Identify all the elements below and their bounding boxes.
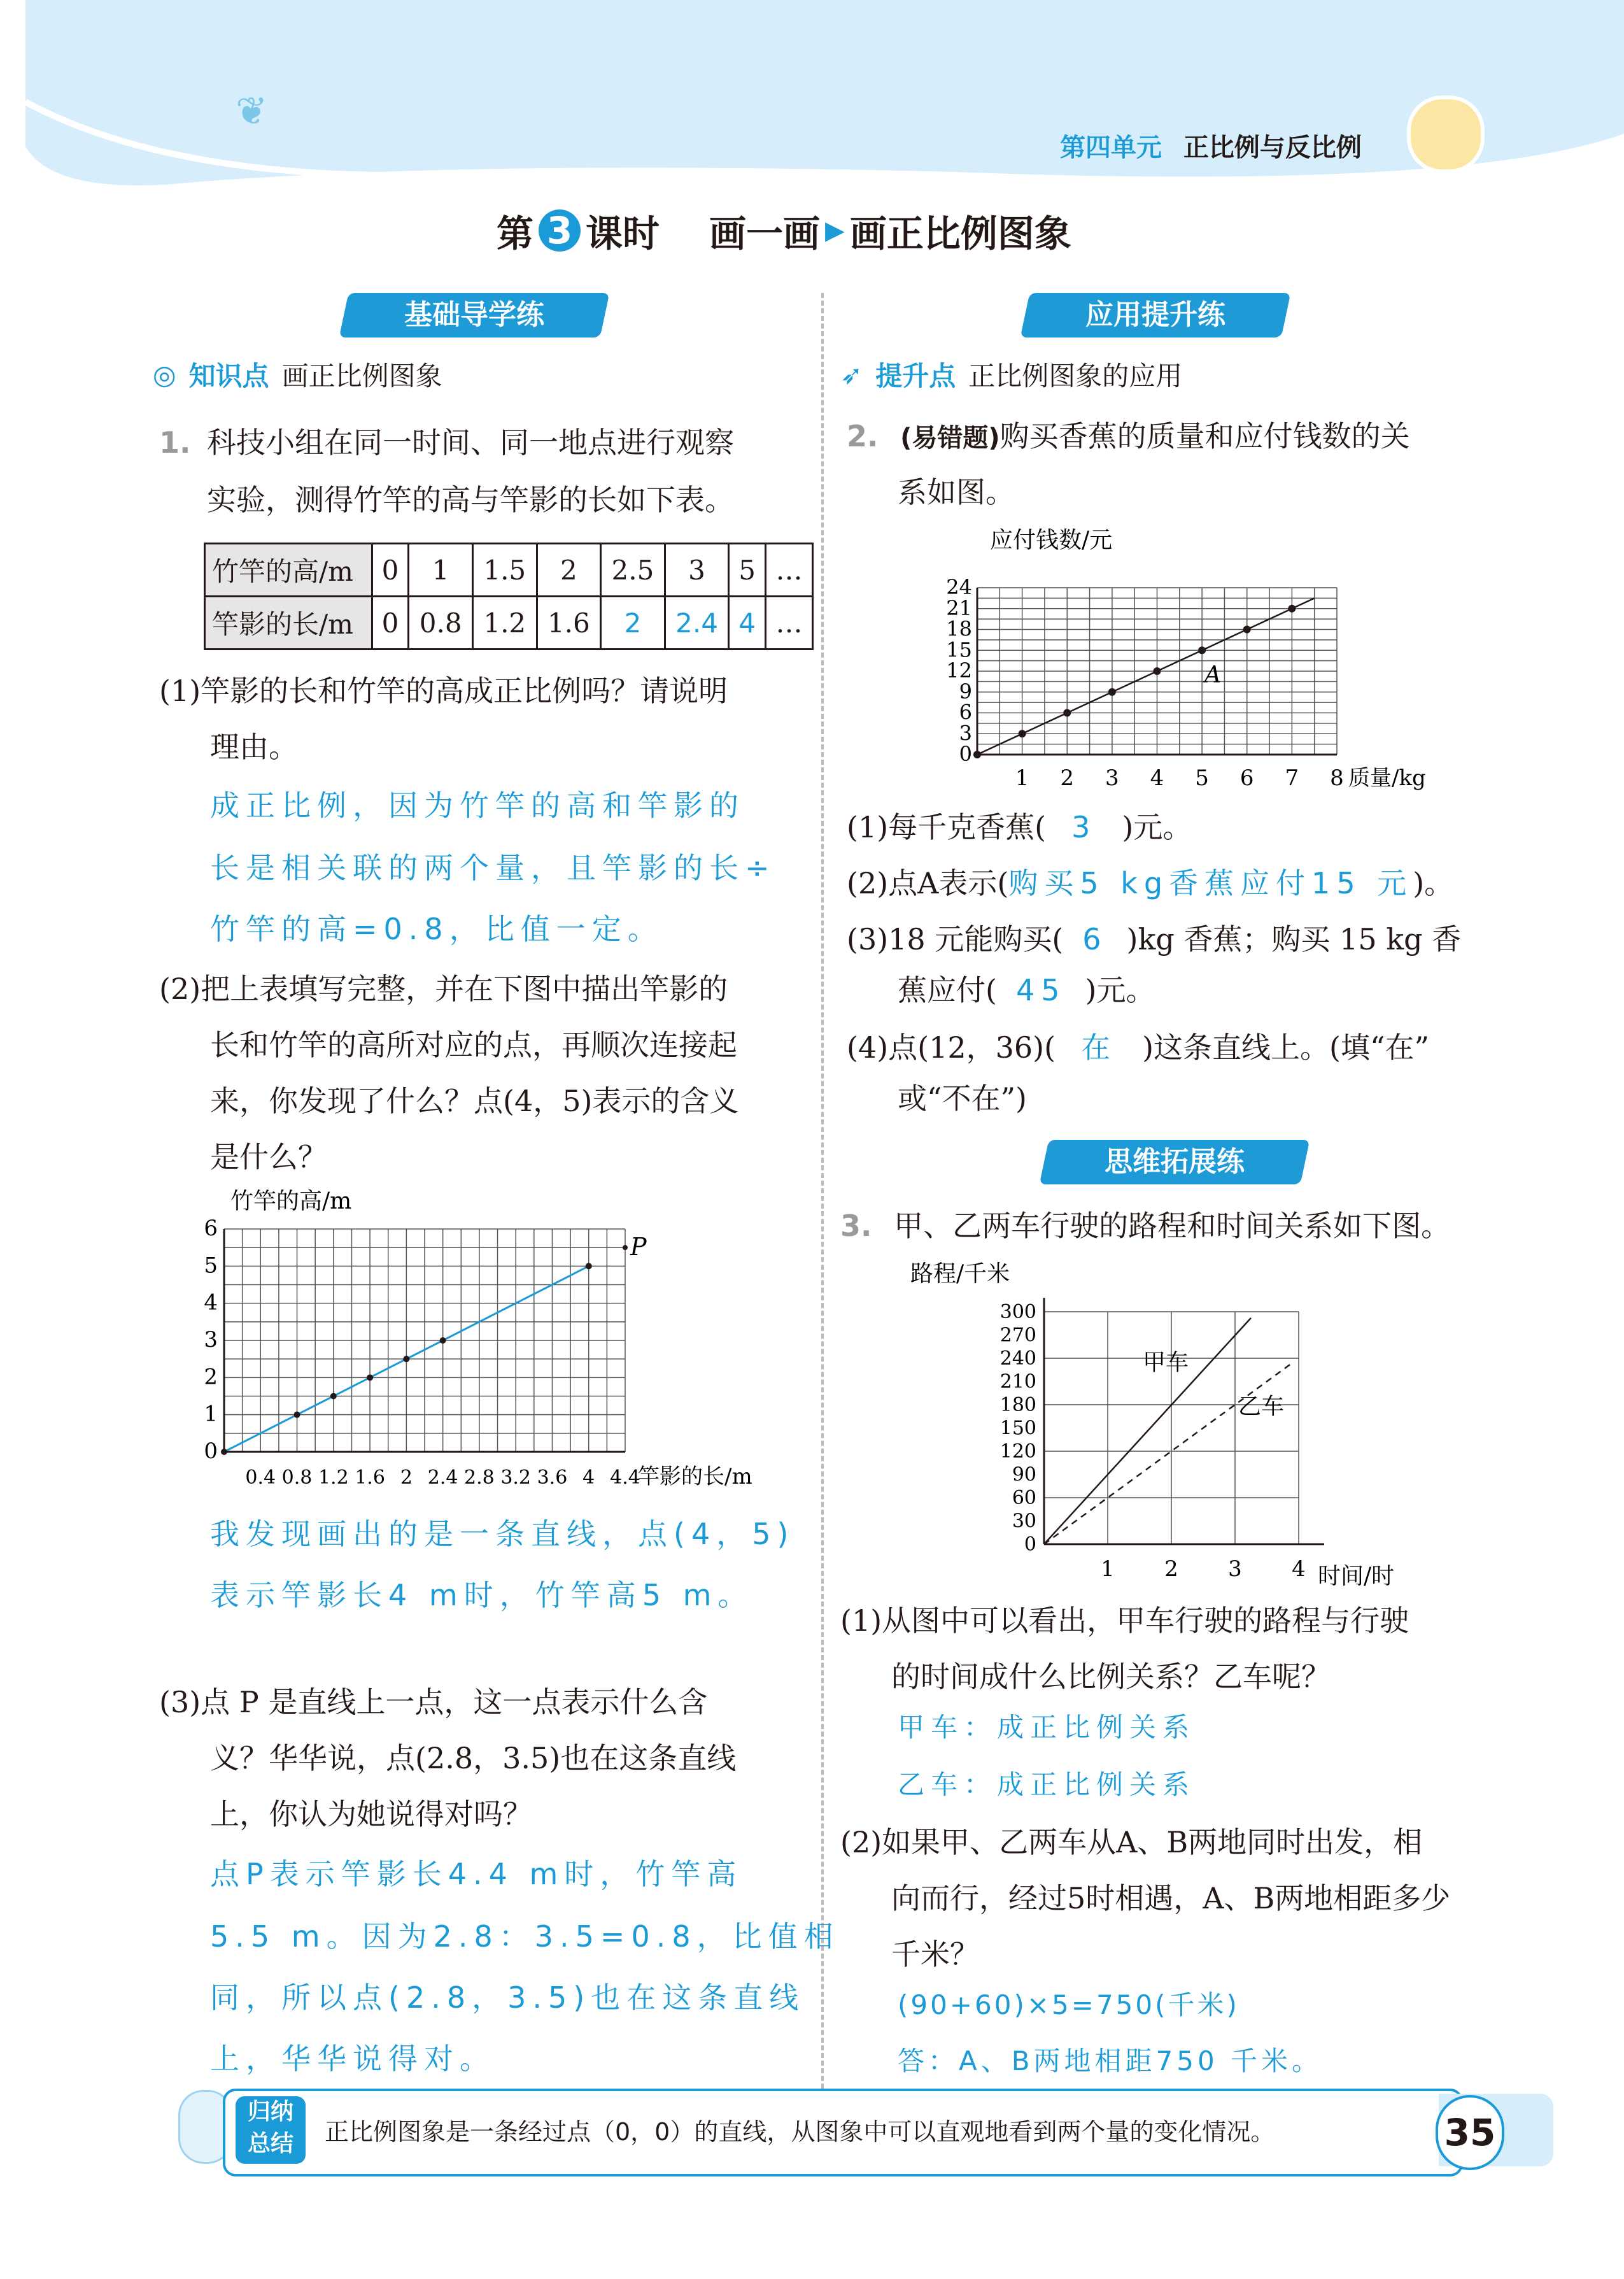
y-axis-label: 路程/千米 (910, 1261, 1010, 1287)
q2-tag: (易错题) (900, 423, 1000, 453)
q1-data-table (204, 543, 814, 650)
lesson-title (497, 204, 1071, 257)
series-line-car-b (1044, 1363, 1292, 1544)
x-axis-label: 竿影的长/m (638, 1464, 752, 1489)
summary-tag-line1: 归纳 (247, 2099, 293, 2125)
q2-number: 2. (847, 419, 879, 453)
q1-p2-line2: 长和竹竿的高所对应的点，再顺次连接起 (210, 1028, 737, 1062)
unit-number: 第四单元 (1060, 133, 1162, 162)
table-cell: … (765, 597, 812, 650)
table-cell: 1.2 (472, 597, 537, 650)
y-tick-label: 6 (204, 1216, 218, 1241)
answer-cell: 4 (729, 597, 766, 650)
summary-text: 正比例图象是一条经过点（0，0）的直线，从图象中可以直观地看到两个量的变化情况。 (325, 2118, 1275, 2146)
x-tick-label: 4.4 (610, 1466, 640, 1489)
q1-p3-answer-2: 5.5 m。因为2.8：3.5=0.8，比值相 (210, 1919, 840, 1954)
x-tick-label: 1.6 (355, 1466, 385, 1489)
table-row (205, 544, 813, 597)
table-cell: 5 (729, 544, 766, 597)
summary-tag-line2: 总结 (247, 2131, 293, 2157)
x-tick-label: 0.4 (245, 1466, 276, 1489)
data-point (586, 1263, 592, 1269)
y-tick-label: 0 (1024, 1533, 1036, 1556)
y-tick-label: 4 (204, 1289, 218, 1316)
data-point (221, 1449, 227, 1455)
series-label-car-b: 乙车 (1238, 1393, 1285, 1420)
data-point (1108, 688, 1116, 696)
q2-p3-line2: 蕉应付( 45 )元。 (898, 973, 1155, 1007)
x-tick-label: 8 (1330, 765, 1344, 791)
point-p (623, 1245, 628, 1250)
y-tick-label: 5 (204, 1253, 218, 1279)
q1-p3-line2: 义？华华说，点(2.8，3.5)也在这条直线 (210, 1741, 737, 1775)
table-row (205, 597, 813, 650)
table-cell: 2 (537, 544, 601, 597)
q1-p3-answer-1: 点P表示竿影长4.4 m时，竹竿高 (210, 1857, 743, 1891)
target-icon: ◎ (153, 359, 176, 390)
car-distance-chart (904, 1254, 1445, 1592)
improvement-point (840, 355, 1182, 394)
x-tick-label: 7 (1285, 765, 1299, 791)
data-point (1198, 646, 1206, 654)
lesson-suffix: 课时 (586, 212, 660, 255)
x-tick-label: 2 (1060, 765, 1075, 791)
y-tick-label: 15 (946, 637, 972, 662)
play-arrow-icon: ▶ (825, 216, 845, 245)
y-tick-label: 1 (204, 1401, 218, 1427)
y-tick-label: 12 (946, 658, 972, 683)
point-a-label: A (1204, 662, 1222, 688)
x-axis-label: 质量/kg (1348, 765, 1426, 791)
y-tick-label: 24 (946, 575, 972, 599)
q1-p3-answer-4: 上，华华说得对。 (210, 2041, 495, 2076)
y-tick-label: 180 (999, 1394, 1036, 1416)
point-p-label: P (630, 1233, 647, 1261)
y-tick-label: 150 (999, 1417, 1036, 1440)
extension-practice-banner: 思维拓展练 (1040, 1140, 1310, 1184)
table-cell: 3 (665, 544, 729, 597)
x-tick-label: 5 (1195, 765, 1209, 791)
table-cell: 1 (409, 544, 473, 597)
point-tag: 提升点 (875, 360, 956, 392)
q1-stem-2: 实验，测得竹竿的高与竿影的长如下表。 (207, 483, 734, 517)
data-point (1288, 605, 1296, 613)
knowledge-point (153, 355, 442, 394)
y-tick-label: 270 (999, 1324, 1036, 1347)
q1-stem-1: 科技小组在同一时间、同一地点进行观察 (207, 425, 734, 460)
q3-p1-line1: (1)从图中可以看出，甲车行驶的路程与行驶 (840, 1603, 1409, 1638)
lesson-prefix: 第 (497, 212, 534, 255)
q2-p1-answer: 3 (1071, 810, 1097, 844)
table-cell: 1.5 (472, 544, 537, 597)
x-tick-label: 4 (1292, 1556, 1306, 1582)
knowledge-tag: 知识点 (188, 360, 269, 392)
x-tick-label: 0.8 (281, 1466, 313, 1489)
summary-tag (236, 2096, 306, 2164)
y-tick-label: 300 (999, 1301, 1036, 1323)
x-tick-label: 3.6 (537, 1466, 568, 1489)
point-text: 正比例图象的应用 (968, 360, 1183, 392)
y-tick-label: 210 (999, 1370, 1036, 1393)
y-tick-label: 18 (946, 616, 972, 641)
q3-p2-line3: 千米？ (891, 1937, 979, 1971)
table-cell: 竹竿的高/m (205, 544, 372, 597)
q1-p2-line4: 是什么？ (210, 1140, 327, 1174)
answer-cell: 2.4 (665, 597, 729, 650)
y-tick-label: 120 (999, 1440, 1036, 1463)
q3-p1-answer-1: 甲车：成正比例关系 (898, 1712, 1196, 1743)
x-tick-label: 1.2 (318, 1466, 349, 1489)
q3-stem: 甲、乙两车行驶的路程和时间关系如下图。 (894, 1209, 1451, 1243)
x-tick-label: 3 (1105, 765, 1119, 791)
q2-p3-answer-1: 6 (1082, 922, 1108, 956)
x-tick-label: 4 (1150, 765, 1164, 791)
y-axis-label: 竹竿的高/m (230, 1188, 352, 1214)
q1-line-1 (159, 414, 190, 471)
data-point (330, 1393, 337, 1400)
y-axis-label: 应付钱数/元 (990, 527, 1113, 553)
x-tick-label: 6 (1239, 765, 1254, 791)
lesson-number-badge: 3 (539, 209, 581, 252)
x-tick-label: 1 (1101, 1556, 1115, 1582)
q1-p3-line1: (3)点 P 是直线上一点，这一点表示什么含 (159, 1685, 708, 1719)
y-tick-label: 60 (1012, 1487, 1036, 1509)
data-point (403, 1356, 409, 1362)
y-tick-label: 0 (204, 1438, 218, 1464)
q2-p3-answer-2: 45 (1015, 973, 1066, 1007)
data-point (294, 1412, 300, 1418)
table-cell: 1.6 (537, 597, 601, 650)
y-tick-label: 2 (204, 1364, 218, 1390)
x-tick-label: 2 (1164, 1556, 1178, 1582)
q2-p4-answer: 在 (1081, 1030, 1117, 1065)
q3-number: 3. (840, 1209, 872, 1243)
table-cell: 0.8 (409, 597, 473, 650)
q2-p2: (2)点A表示(购买5 kg香蕉应付15 元)。 (847, 866, 1454, 900)
q3-p2-answer-1: (90+60)×5=750(千米) (898, 1989, 1239, 2020)
q3-p2-line2: 向而行，经过5时相遇，A、B两地相距多少 (891, 1881, 1451, 1915)
q2-stem-2: 系如图。 (898, 475, 1015, 509)
y-tick-label: 240 (999, 1347, 1036, 1370)
application-practice-banner: 应用提升练 (1020, 293, 1291, 337)
x-tick-label: 2 (400, 1466, 413, 1489)
y-tick-label: 30 (1012, 1510, 1036, 1533)
x-tick-label: 2.8 (464, 1466, 495, 1489)
series-line (977, 598, 1315, 755)
y-tick-label: 0 (959, 742, 972, 766)
rocket-icon: ➶ (840, 359, 863, 390)
q1-p2-line3: 来，你发现了什么？点(4，5)表示的含义 (210, 1084, 739, 1118)
banana-price-chart (904, 522, 1451, 796)
q1-p1-answer-1: 成正比例，因为竹竿的高和竿影的 (210, 788, 745, 823)
y-tick-label: 3 (959, 721, 972, 746)
table-cell: … (765, 544, 812, 597)
table-cell: 0 (372, 544, 409, 597)
q2-stem-1: 购买香蕉的质量和应付钱数的关 (999, 419, 1410, 453)
data-point (973, 751, 981, 758)
x-axis-label: 时间/时 (1318, 1563, 1395, 1589)
q1-p1-line1: (1)竿影的长和竹竿的高成正比例吗？请说明 (159, 674, 728, 708)
q2-p2-answer: 购买5 kg香蕉应付15 元 (1008, 866, 1413, 900)
data-point (1063, 709, 1071, 717)
data-point (367, 1374, 373, 1381)
data-point (1019, 730, 1026, 737)
y-tick-label: 21 (946, 595, 972, 620)
q3-p1-line2: 的时间成什么比例关系？乙车呢？ (891, 1659, 1331, 1694)
q1-p3-answer-3: 同，所以点(2.8，3.5)也在这条直线 (210, 1980, 805, 2015)
table-cell: 竿影的长/m (205, 597, 372, 650)
y-tick-label: 90 (1012, 1463, 1036, 1486)
x-tick-label: 3.2 (500, 1466, 532, 1489)
page-number: 35 (1436, 2095, 1504, 2170)
table-cell: 2.5 (601, 544, 665, 597)
unit-title: 正比例与反比例 (1183, 133, 1362, 162)
knowledge-text: 画正比例图象 (281, 360, 442, 392)
q1-p1-answer-2: 长是相关联的两个量，且竿影的长÷ (210, 851, 776, 885)
x-tick-label: 3 (1228, 1556, 1242, 1582)
q3-p2-line1: (2)如果甲、乙两车从A、B两地同时出发，相 (840, 1825, 1423, 1859)
data-point (1243, 626, 1251, 634)
series-label-car-a: 甲车 (1143, 1349, 1189, 1376)
y-tick-label: 6 (959, 700, 972, 725)
q2-p1: (1)每千克香蕉( 3 )元。 (847, 810, 1192, 844)
basic-practice-banner: 基础导学练 (339, 293, 610, 337)
unit-label (1060, 127, 1362, 164)
x-tick-label: 1 (1015, 765, 1029, 791)
table-cell: 0 (372, 597, 409, 650)
column-divider (821, 293, 824, 2089)
y-tick-label: 3 (204, 1327, 218, 1352)
q1-p2-answer-1: 我发现画出的是一条直线，点(4，5) (210, 1517, 795, 1551)
data-point (440, 1337, 446, 1344)
sunflower-icon (1407, 96, 1485, 173)
q2-line-1 (847, 408, 1410, 467)
data-point (1154, 667, 1161, 675)
q3-line-1 (840, 1197, 1450, 1254)
q2-p3-line1: (3)18 元能购买( 6 )kg 香蕉；购买 15 kg 香 (847, 922, 1462, 956)
q2-p4-line2: 或“不在”) (898, 1081, 1027, 1116)
q3-p2-answer-2: 答：A、B两地相距750 千米。 (898, 2045, 1323, 2077)
q1-p1-line2: 理由。 (210, 730, 298, 764)
q1-p2-line1: (2)把上表填写完整，并在下图中描出竿影的 (159, 972, 728, 1006)
lesson-subtitle: 画正比例图象 (849, 212, 1071, 255)
x-tick-label: 2.4 (427, 1466, 458, 1489)
answer-cell: 2 (601, 597, 665, 650)
lesson-name: 画一画 (709, 212, 821, 255)
q1-number: 1. (159, 425, 191, 460)
shadow-height-chart (191, 1184, 815, 1496)
butterfly-icon: ❦ (236, 89, 268, 134)
q3-p1-answer-2: 乙车：成正比例关系 (898, 1769, 1196, 1800)
q2-p4-line1: (4)点(12，36)( 在 )这条直线上。(填“在” (847, 1030, 1430, 1065)
q1-p2-answer-2: 表示竿影长4 m时，竹竿高5 m。 (210, 1578, 754, 1612)
y-tick-label: 9 (959, 679, 972, 704)
q1-p3-line3: 上，你认为她说得对吗？ (210, 1797, 532, 1831)
x-tick-label: 4 (583, 1466, 595, 1489)
q1-p1-answer-3: 竹竿的高=0.8，比值一定。 (210, 912, 663, 946)
